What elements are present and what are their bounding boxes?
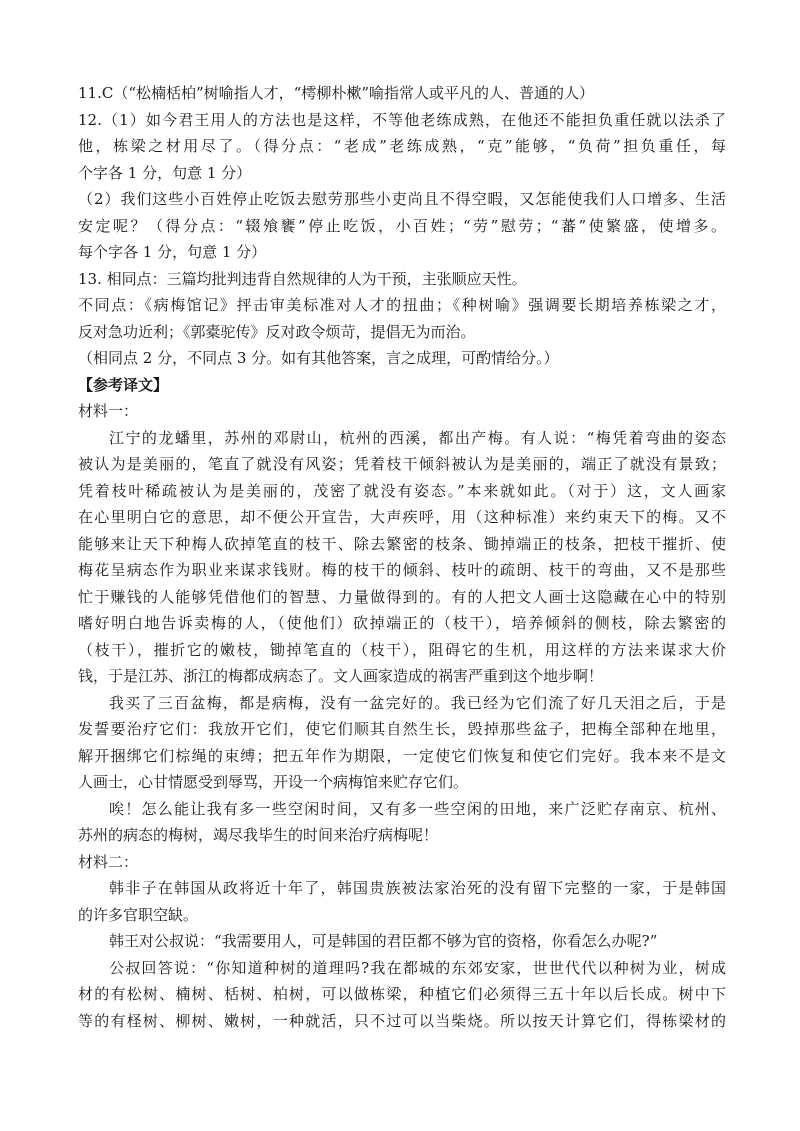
text-line: 我买了三百盆梅，都是病梅，没有一盆完好的。我已经为它们流了好几天泪之后，于是	[109, 693, 726, 712]
document-body	[78, 80, 726, 1034]
text-line: 梅花呈病态作为职业来谋求钱财。梅的枝干的倾斜、枝叶的疏朗、枝干的弯曲，又不是那些	[78, 561, 726, 579]
text-line: 解开捆绑它们棕绳的束缚；把五年作为期限，一定使它们恢复和使它们完好。我本来不是文	[78, 746, 726, 765]
text-line: 13. 相同点：三篇均批判违背自然规律的人为干预，主张顺应天性。	[78, 269, 527, 288]
text-line: 【参考译文】	[78, 375, 169, 394]
text-line: 嗜好明白地告诉卖梅的人，（使他们）砍掉端正的（枝干），培养倾斜的侧枝，除去繁密的	[78, 614, 726, 632]
text-line: 凭着枝叶稀疏被认为是美丽的，茂密了就没有姿态。”本来就如此。（对于）这，文人画家	[78, 481, 726, 500]
text-line: （相同点 2 分，不同点 3 分。如有其他答案，言之成理，可酌情给分。）	[78, 349, 559, 367]
text-line: 等的有柽树、柳树、嫩树，一种就活，只不过可以当柴烧。所以按天计算它们，得栋梁材的	[78, 1011, 726, 1030]
text-line: 忙于赚钱的人能够凭借他们的智慧、力量做得到的。有的人把文人画士这隐藏在心中的特别	[78, 587, 726, 606]
text-line: 唉！怎么能让我有多一些空闲时间，又有多一些空闲的田地，来广泛贮存南京、杭州、	[109, 799, 726, 818]
text-line: 在心里明白它的意思，却不便公开宣告，大声疾呼，用（这种标准）来约束天下的梅。又不	[78, 508, 726, 526]
text-line: 他，栋梁之材用尽了。（得分点：“老成”老练成熟，“克”能够，“负荷”担负重任，每	[78, 137, 726, 155]
text-line: 江宁的龙蟠里，苏州的邓尉山，杭州的西溪，都出产梅。有人说：“梅凭着弯曲的姿态	[109, 428, 726, 447]
text-line: 反对急功近利；《郭橐驼传》反对政令烦苛，提倡无为而治。	[78, 322, 476, 341]
text-line: 材料一：	[78, 402, 139, 420]
text-line: 公叔回答说：“你知道种树的道理吗?我在都城的东郊安家，世世代代以种树为业，树成	[109, 958, 726, 977]
text-line: 材的有松树、楠树、栝树、柏树，可以做栋梁，种植它们必须得三五十年以后长成。树中下	[78, 985, 726, 1003]
text-line: 钱，于是江苏、浙江的梅都成病态了。文人画家造成的祸害严重到这个地步啊！	[78, 667, 604, 685]
text-line: 安定呢？（得分点：“辍飧饔”停止吃饭，小百姓；“劳”慰劳；“蕃”使繁盛，使增多。	[78, 216, 726, 235]
text-line: 韩非子在韩国从政将近十年了，韩国贵族被法家治死的没有留下完整的一家，于是韩国	[109, 879, 726, 897]
text-line: 材料二：	[78, 852, 139, 871]
text-line: 11.C（“松楠栝柏”树喻指人才，“樗柳朴樕”喻指常人或平凡的人、普通的人）	[78, 84, 595, 102]
text-line: 韩王对公叔说：“我需要用人，可是韩国的君臣都不够为官的资格，你看怎么办呢?”	[109, 932, 658, 950]
text-line: 不同点：《病梅馆记》抨击审美标准对人才的扭曲；《种树喻》强调要长期培养栋梁之才，	[78, 296, 726, 314]
text-line: 每个字各 1 分，句意 1 分）	[78, 243, 267, 261]
text-line: 个字各 1 分，句意 1 分）	[78, 163, 252, 182]
text-line: （枝干），摧折它的嫩枝，锄掉笔直的（枝干），阻碍它的生机，用这样的方法来谋求大价	[78, 640, 726, 659]
text-line: 苏州的病态的梅树，竭尽我毕生的时间来治疗病梅呢！	[78, 826, 439, 844]
text-line: 发誓要治疗它们：我放开它们，使它们顺其自然生长，毁掉那些盆子，把梅全部种在地里，	[78, 720, 726, 738]
text-line: 12.（1）如今君王用人的方法也是这样，不等他老练成熟，在他还不能担负重任就以法杀了	[78, 110, 726, 129]
text-line: 人画士，心甘情愿受到辱骂，开设一个病梅馆来贮存它们。	[78, 773, 469, 791]
text-line: （2）我们这些小百姓停止吃饭去慰劳那些小吏尚且不得空暇，又怎能使我们人口增多、生活	[78, 190, 726, 208]
text-line: 的许多官职空缺。	[78, 905, 199, 924]
text-line: 被认为是美丽的，笔直了就没有风姿；凭着枝干倾斜被认为是美丽的，端正了就没有景致；	[78, 455, 726, 473]
text-line: 能够来让天下种梅人砍掉笔直的枝干、除去繁密的枝条、锄掉端正的枝条，把枝干摧折、使	[78, 534, 726, 553]
